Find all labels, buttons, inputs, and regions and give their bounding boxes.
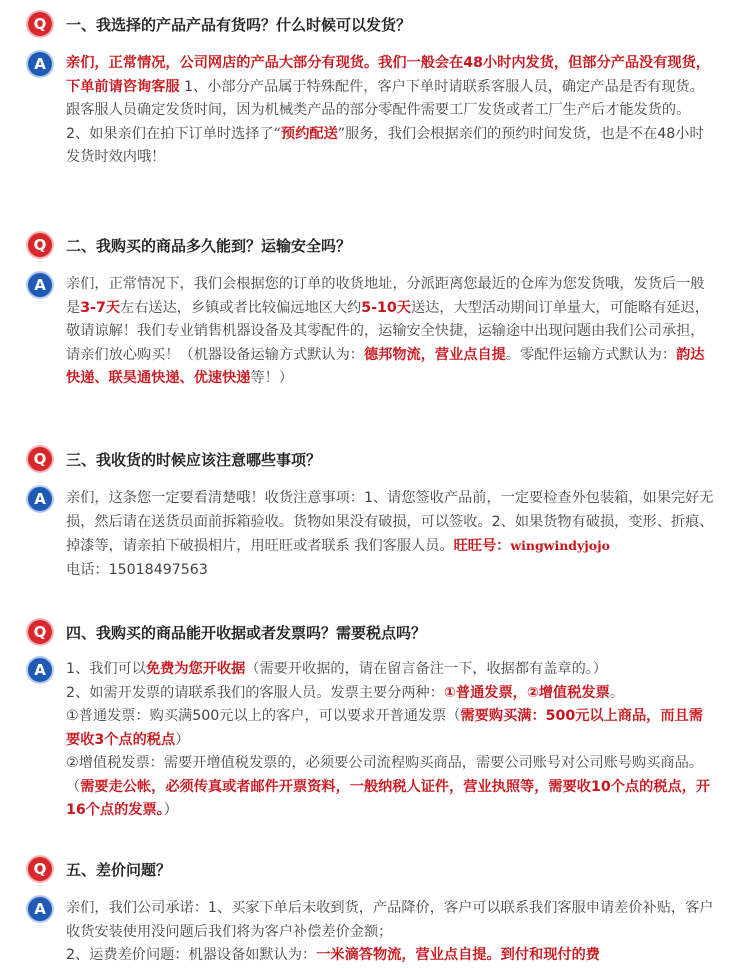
answer-5-highlight-shipping: 一米滴答物流，营业点自提。到付和现付的费: [316, 947, 600, 963]
answer-2-part-2: 左右送达，乡镇或者比较偏远地区大约: [120, 299, 362, 316]
answer-1-part-2: 2、如果亲们在拍下订单时选择了“: [66, 125, 282, 142]
answer-1-text: [66, 52, 716, 170]
answer-4-part-4: 。: [609, 684, 625, 701]
answer-2-part-4: 。零配件运输方式默认为：: [505, 346, 677, 363]
question-badge-icon: Q: [28, 857, 52, 881]
question-3-text: 三、我收货的时候应该注意哪些事项？: [66, 451, 322, 469]
answer-1-highlight-delivery: 预约配送: [281, 125, 338, 142]
answer-1-part-3: ”服务，我们会根据亲们的预约时间发货，也是不在48小时发货时效内哦！: [66, 125, 704, 165]
answer-badge-icon: A: [28, 658, 52, 682]
answer-2-part-5: 等！）: [250, 370, 294, 386]
answer-2-highlight-parts-shipping: 韵达快递、联昊通快递、优速快递: [66, 346, 705, 386]
question-badge-icon: Q: [28, 620, 52, 644]
answer-badge-icon: A: [28, 897, 52, 921]
answer-4-part-2: （需要开收据的，请在留言备注一下，收据都有盖章的。）: [245, 661, 608, 677]
answer-4-highlight-vat-invoice: 需要走公帐，必须传真或者邮件开票资料，一般纳税人证件，营业执照等，需要收10个点的税点，开16个点的发票。: [66, 778, 711, 818]
answer-4-part-8: ）: [163, 802, 178, 818]
question-4-text: 四、我购买的商品能开收据或者发票吗？需要税点吗？: [66, 624, 427, 642]
question-2-text: 二、我购买的商品多久能到？运输安全吗？: [66, 237, 352, 255]
answer-badge-icon: A: [28, 52, 52, 76]
question-5-text: 五、差价问题？: [66, 861, 172, 879]
answer-1-highlight-stock: 亲们，正常情况，公司网店的产品大部分有现货。我们一般会在48小时内发货，但部分产品没有现货，下单前请咨询客服: [66, 55, 710, 95]
question-badge-icon: Q: [28, 447, 52, 471]
answer-4-highlight-invoice-types: ①普通发票，②增值税发票: [443, 684, 610, 701]
question-badge-icon: Q: [28, 233, 52, 257]
answer-4-highlight-normal-invoice: 需要购买满：500元以上商品，而且需要收3个点的税点: [66, 708, 703, 748]
answer-4-part-5: ①普通发票：购买满500元以上的客户，可以要求开普通发票（: [66, 708, 461, 724]
answer-5-part-1: 亲们，我们公司承诺：1、买家下单后未收到货，产品降价，客户可以联系我们客服申请差价补贴，客户收货安装使用没问题后我们将为客户补偿差价金额；: [66, 900, 714, 940]
answer-5-part-2: 2、运费差价问题：机器设备如默认为：: [66, 947, 317, 963]
answer-4-text: [66, 658, 716, 823]
answer-1-part-1: 1、小部分产品属于特殊配件，客户下单时请联系客服人员，确定产品是否有现货。跟客服人员确定发货时间，因为机械类产品的部分零配件需要工厂发货或者工厂生产后才能发货的。: [66, 78, 704, 118]
answer-2-text: [66, 273, 716, 391]
question-badge-icon: Q: [28, 12, 52, 36]
answer-2-highlight-remote-days: 5-10天: [361, 299, 411, 316]
answer-2-highlight-machine-shipping: 德邦物流，营业点自提: [363, 346, 506, 363]
answer-3-wangwang-label: 旺旺号：: [453, 538, 511, 554]
answer-3-part-1: 亲们，这条您一定要看清楚哦！收货注意事项：1、请您签收产品前，一定要检查外包装箱，如果完好无损，然后请在送货员面前拆箱验收。货物如果没有破损，可以签收。2、如果货物有破损，变形、折痕、掉漆等，请亲拍下破损相片，用旺旺或者联系 我们客服人员。: [66, 490, 714, 554]
answer-2-part-3: 送达，大型活动期间订单量大，可能略有延迟，敬请谅解！我们专业销售机器设备及其零配件的，运输安全快捷，运输途中出现问题由我们公司承担，请亲们放心购买！（机器设备运输方式默认为：: [66, 299, 709, 363]
question-1-text: 一、我选择的产品产品有货吗？什么时候可以发货？: [66, 16, 412, 34]
answer-3-phone: 电话：15018497563: [66, 561, 208, 578]
answer-badge-icon: A: [28, 273, 52, 297]
answer-4-highlight-receipt: 免费为您开收据: [145, 661, 246, 677]
answer-3-text: [66, 487, 716, 582]
answer-badge-icon: A: [28, 487, 52, 511]
answer-4-part-6: ）: [175, 731, 190, 748]
answer-3-wangwang-id: wingwindyjojo: [510, 538, 611, 553]
answer-5-text: [66, 897, 716, 968]
answer-4-part-3: 2、如需开发票的请联系我们的客服人员。发票主要分两种：: [66, 684, 444, 701]
answer-4-part-7: ②增值税发票：需要开增值税发票的，必须要公司流程购买商品，需要公司账号对公司账号购买商品。（: [66, 755, 703, 795]
answer-4-part-1: 1、我们可以: [66, 661, 146, 677]
answer-2-highlight-days: 3-7天: [80, 299, 121, 316]
answer-2-part-1: 亲们，正常情况下，我们会根据您的订单的收货地址，分派距离您最近的仓库为您发货哦，发货后一般是: [66, 276, 705, 316]
